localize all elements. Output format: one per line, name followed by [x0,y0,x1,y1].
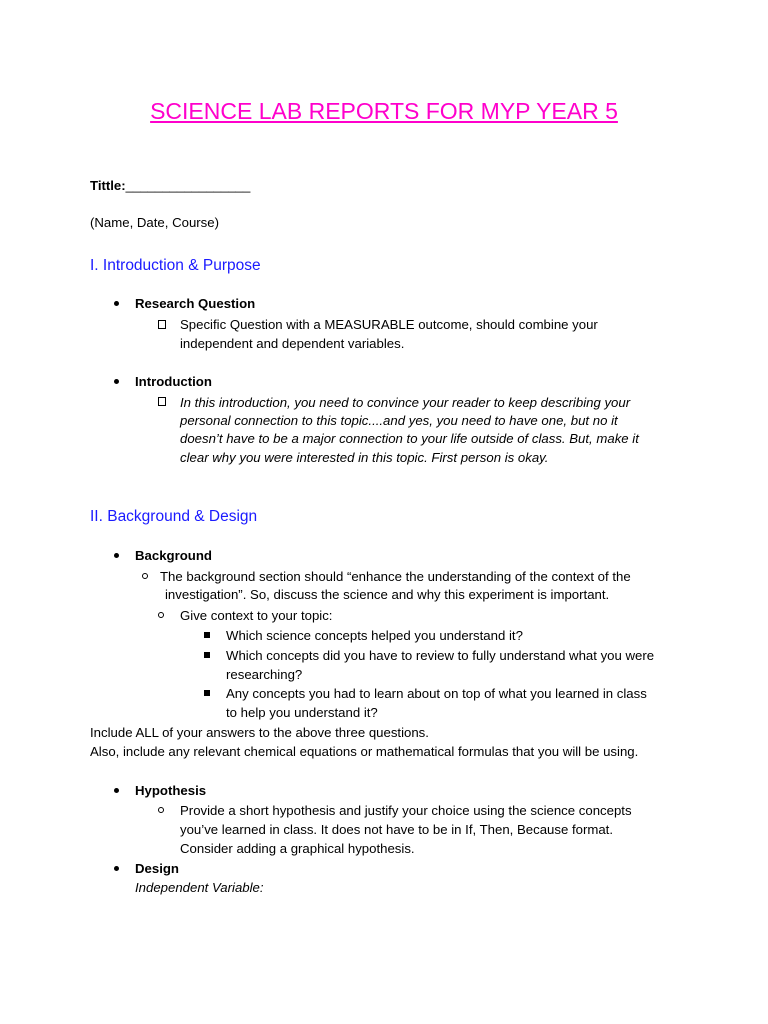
bullet-icon [114,866,119,871]
introduction-line-4: clear why you were interested in this topic. First person is okay. [180,450,549,465]
introduction-label: Introduction [135,374,212,389]
background-line-1: The background section should “enhance the understanding of the context of the [160,569,631,584]
title-field [90,176,250,195]
section-1-heading: I. Introduction & Purpose [90,257,261,274]
background-line-2: investigation”. So, discuss the science and why this experiment is important. [165,587,610,602]
square-bullet-icon [204,652,210,658]
bullet-icon [114,788,119,793]
hypothesis-line-1: Provide a short hypothesis and justify your choice using the science concepts [180,803,632,818]
introduction-line-2: personal connection to this topic....and yes, you need to have one, but no it [180,413,618,428]
checkbox-icon [158,320,166,329]
question-2-line-1: Which concepts did you have to review to fully understand what you were [226,648,655,663]
question-3-line-2: to help you understand it? [226,705,378,720]
circle-bullet-icon [158,612,164,618]
research-question-line-1: Specific Question with a MEASURABLE outcome, should combine your [180,317,598,332]
circle-bullet-icon [158,807,164,813]
name-date-course: (Name, Date, Course) [90,215,219,230]
bullet-icon [114,301,119,306]
research-question-line-2: independent and dependent variables. [180,336,405,351]
design-label: Design [135,861,179,876]
question-1: Which science concepts helped you understand it? [226,628,523,643]
independent-variable-label: Independent Variable: [135,880,264,895]
bullet-icon [114,379,119,384]
hypothesis-label: Hypothesis [135,783,207,798]
circle-bullet-icon [142,573,148,579]
hypothesis-line-2: you’ve learned in class. It does not have to be in If, Then, Because format. [180,822,613,837]
section-2-heading: II. Background & Design [90,508,258,525]
bullet-icon [114,553,119,558]
square-bullet-icon [204,632,210,638]
introduction-line-1: In this introduction, you need to convince your reader to keep describing your [180,395,631,410]
include-note: Include ALL of your answers to the above three questions. [90,725,429,740]
checkbox-icon [158,397,166,406]
question-2-line-2: researching? [226,667,303,682]
question-3-line-1: Any concepts you had to learn about on top of what you learned in class [226,686,647,701]
square-bullet-icon [204,690,210,696]
page-title: SCIENCE LAB REPORTS FOR MYP YEAR 5 [150,98,618,124]
title-field-blank: _________________ [125,178,251,193]
background-label: Background [135,548,212,563]
introduction-line-3: doesn’t have to be a major connection to your life outside of class. But, make it [180,431,639,446]
formulas-note: Also, include any relevant chemical equations or mathematical formulas that you will be using. [90,744,639,759]
research-question-label: Research Question [135,296,256,311]
hypothesis-line-3: Consider adding a graphical hypothesis. [180,841,415,856]
title-field-label: Tittle: [90,178,126,193]
context-line: Give context to your topic: [180,608,333,623]
